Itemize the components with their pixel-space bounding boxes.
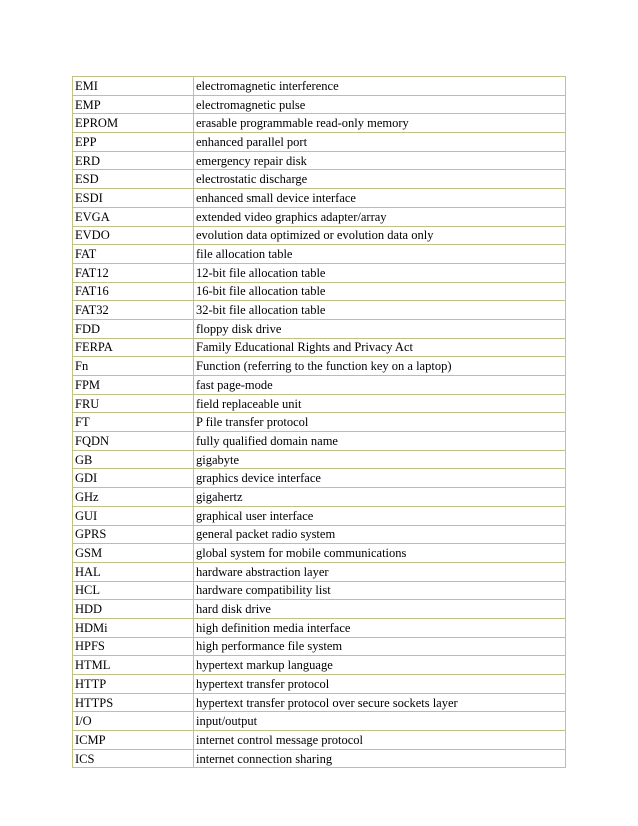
- acronym-cell: FAT12: [73, 263, 194, 282]
- definition-cell: electromagnetic interference: [194, 77, 566, 96]
- acronym-cell: FAT16: [73, 282, 194, 301]
- acronym-cell: FAT32: [73, 301, 194, 320]
- table-row: [73, 376, 566, 395]
- acronym-cell: FERPA: [73, 338, 194, 357]
- definition-cell: extended video graphics adapter/array: [194, 207, 566, 226]
- table-row: [73, 731, 566, 750]
- acronym-cell: EPROM: [73, 114, 194, 133]
- table-row: [73, 637, 566, 656]
- definition-cell: input/output: [194, 712, 566, 731]
- table-row: [73, 469, 566, 488]
- acronym-cell: GHz: [73, 488, 194, 507]
- definition-cell: evolution data optimized or evolution data only: [194, 226, 566, 245]
- table-row: [73, 562, 566, 581]
- definition-cell: field replaceable unit: [194, 394, 566, 413]
- definition-cell: hypertext transfer protocol over secure sockets layer: [194, 693, 566, 712]
- acronym-cell: HDD: [73, 600, 194, 619]
- table-row: [73, 207, 566, 226]
- definition-cell: general packet radio system: [194, 525, 566, 544]
- definition-cell: 32-bit file allocation table: [194, 301, 566, 320]
- table-row: [73, 749, 566, 768]
- definition-cell: internet connection sharing: [194, 749, 566, 768]
- acronym-cell: ESDI: [73, 189, 194, 208]
- table-row: [73, 693, 566, 712]
- definition-cell: 16-bit file allocation table: [194, 282, 566, 301]
- acronym-cell: EVGA: [73, 207, 194, 226]
- definition-cell: internet control message protocol: [194, 731, 566, 750]
- table-row: [73, 712, 566, 731]
- acronym-cell: ESD: [73, 170, 194, 189]
- acronym-cell: FT: [73, 413, 194, 432]
- definition-cell: hypertext markup language: [194, 656, 566, 675]
- definition-cell: graphics device interface: [194, 469, 566, 488]
- table-row: [73, 488, 566, 507]
- table-row: [73, 413, 566, 432]
- acronym-cell: GSM: [73, 544, 194, 563]
- definition-cell: 12-bit file allocation table: [194, 263, 566, 282]
- acronym-cell: ICMP: [73, 731, 194, 750]
- table-row: [73, 394, 566, 413]
- table-row: [73, 151, 566, 170]
- table-row: [73, 189, 566, 208]
- table-row: [73, 618, 566, 637]
- definition-cell: gigahertz: [194, 488, 566, 507]
- table-row: [73, 675, 566, 694]
- acronym-cell: HPFS: [73, 637, 194, 656]
- table-row: [73, 432, 566, 451]
- acronym-cell: FPM: [73, 376, 194, 395]
- definition-cell: graphical user interface: [194, 506, 566, 525]
- acronym-cell: HTML: [73, 656, 194, 675]
- table-row: [73, 114, 566, 133]
- definition-cell: hypertext transfer protocol: [194, 675, 566, 694]
- acronym-cell: Fn: [73, 357, 194, 376]
- table-row: [73, 263, 566, 282]
- acronym-cell: I/O: [73, 712, 194, 731]
- acronym-cell: ERD: [73, 151, 194, 170]
- acronym-cell: EVDO: [73, 226, 194, 245]
- definition-cell: gigabyte: [194, 450, 566, 469]
- table-row: [73, 282, 566, 301]
- acronym-cell: HTTPS: [73, 693, 194, 712]
- table-row: [73, 319, 566, 338]
- definition-cell: erasable programmable read-only memory: [194, 114, 566, 133]
- table-row: [73, 581, 566, 600]
- definition-cell: hardware compatibility list: [194, 581, 566, 600]
- definition-cell: electromagnetic pulse: [194, 95, 566, 114]
- acronym-cell: GDI: [73, 469, 194, 488]
- acronym-cell: GB: [73, 450, 194, 469]
- definition-cell: electrostatic discharge: [194, 170, 566, 189]
- acronym-cell: FQDN: [73, 432, 194, 451]
- acronym-cell: HDMi: [73, 618, 194, 637]
- definition-cell: high performance file system: [194, 637, 566, 656]
- table-row: [73, 301, 566, 320]
- acronym-cell: EPP: [73, 133, 194, 152]
- table-row: [73, 338, 566, 357]
- definition-cell: enhanced small device interface: [194, 189, 566, 208]
- table-row: [73, 450, 566, 469]
- acronym-glossary-table: [72, 76, 566, 768]
- definition-cell: file allocation table: [194, 245, 566, 264]
- definition-cell: Family Educational Rights and Privacy Act: [194, 338, 566, 357]
- definition-cell: P file transfer protocol: [194, 413, 566, 432]
- definition-cell: global system for mobile communications: [194, 544, 566, 563]
- definition-cell: fully qualified domain name: [194, 432, 566, 451]
- acronym-cell: FAT: [73, 245, 194, 264]
- definition-cell: enhanced parallel port: [194, 133, 566, 152]
- definition-cell: Function (referring to the function key on a laptop): [194, 357, 566, 376]
- acronym-cell: GPRS: [73, 525, 194, 544]
- acronym-cell: EMP: [73, 95, 194, 114]
- definition-cell: hardware abstraction layer: [194, 562, 566, 581]
- table-row: [73, 245, 566, 264]
- table-row: [73, 77, 566, 96]
- definition-cell: hard disk drive: [194, 600, 566, 619]
- acronym-cell: EMI: [73, 77, 194, 96]
- table-row: [73, 525, 566, 544]
- definition-cell: fast page-mode: [194, 376, 566, 395]
- definition-cell: high definition media interface: [194, 618, 566, 637]
- table-row: [73, 506, 566, 525]
- table-row: [73, 656, 566, 675]
- table-row: [73, 133, 566, 152]
- acronym-cell: HAL: [73, 562, 194, 581]
- table-row: [73, 170, 566, 189]
- table-row: [73, 226, 566, 245]
- acronym-cell: GUI: [73, 506, 194, 525]
- acronym-cell: ICS: [73, 749, 194, 768]
- glossary-table-body: [73, 77, 566, 768]
- definition-cell: floppy disk drive: [194, 319, 566, 338]
- definition-cell: emergency repair disk: [194, 151, 566, 170]
- table-row: [73, 544, 566, 563]
- table-row: [73, 357, 566, 376]
- acronym-cell: FDD: [73, 319, 194, 338]
- acronym-cell: FRU: [73, 394, 194, 413]
- table-row: [73, 95, 566, 114]
- acronym-cell: HCL: [73, 581, 194, 600]
- table-row: [73, 600, 566, 619]
- acronym-cell: HTTP: [73, 675, 194, 694]
